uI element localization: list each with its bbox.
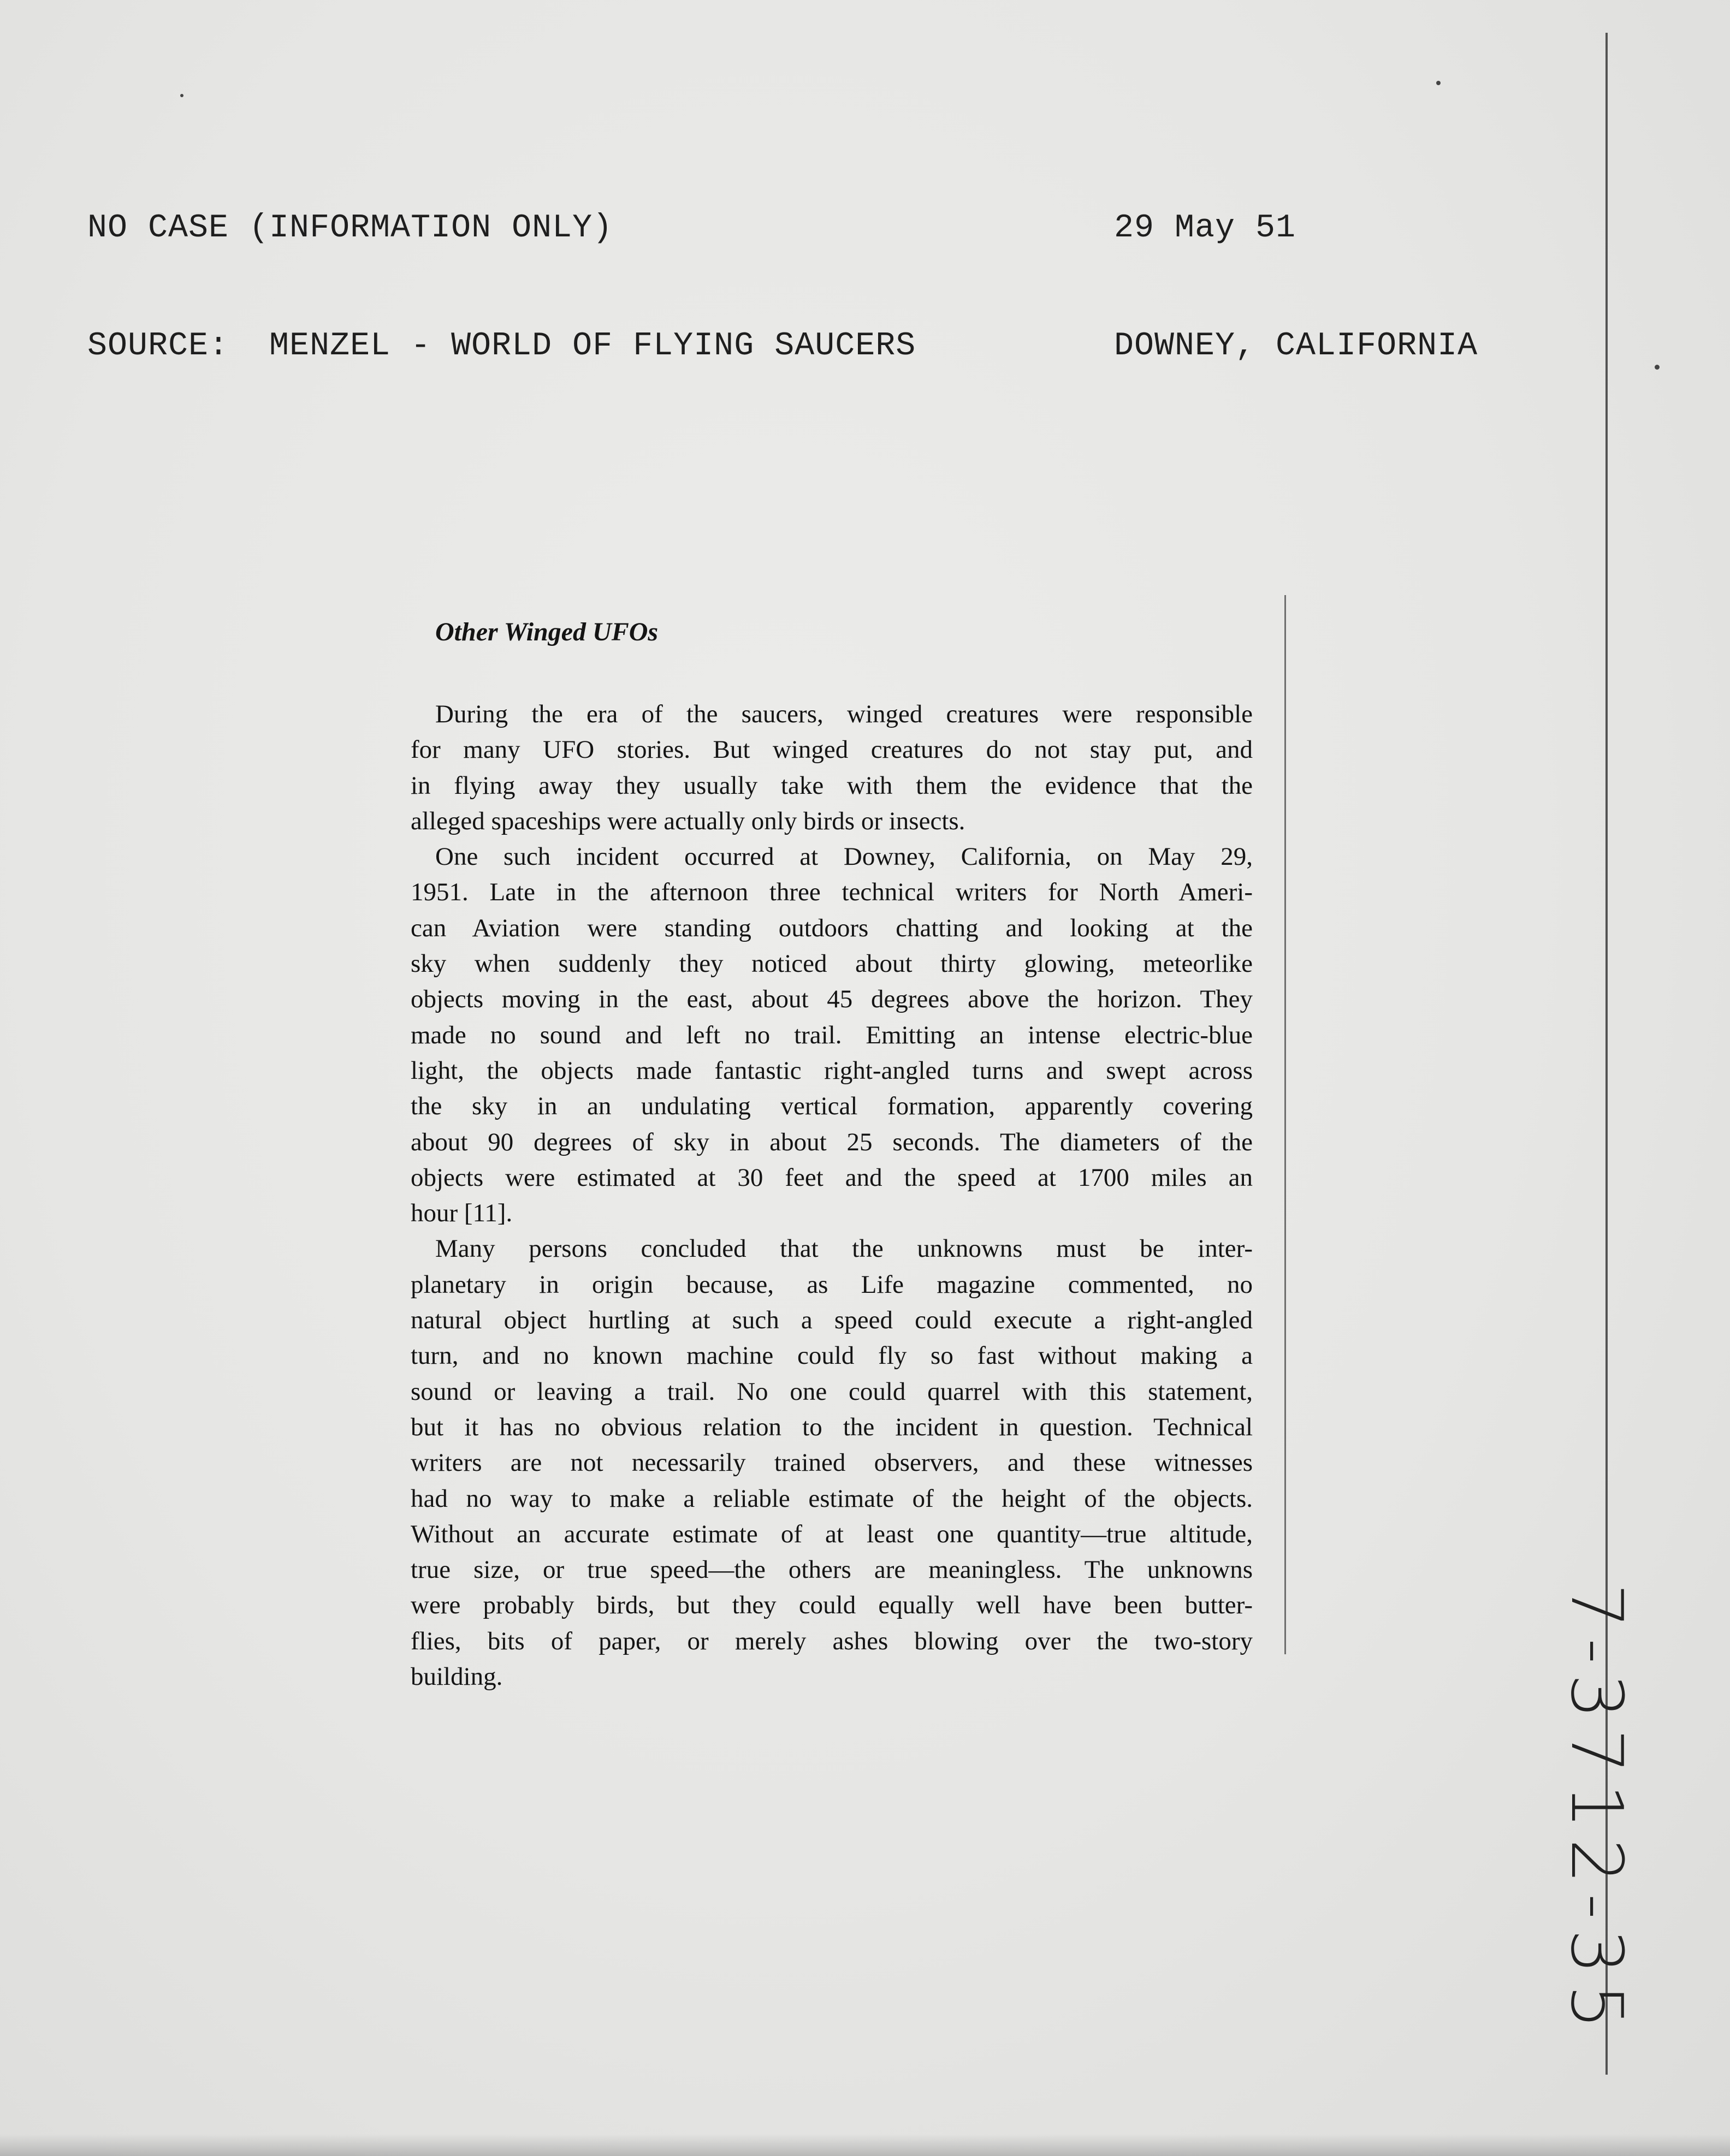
text-line: sky when suddenly they noticed about thirty glowing, meteorlike [411,949,1253,978]
text-line: objects moving in the east, about 45 degrees above the horizon. They [411,985,1253,1014]
scan-bottom-edge [0,2134,1730,2156]
text-line: light, the objects made fantastic right-angled turns and swept across [411,1056,1253,1085]
text-line: in flying away they usually take with them the evidence that the [411,771,1253,800]
text-line: made no sound and left no trail. Emitting an intense electric-blue [411,1020,1253,1049]
text-line: alleged spaceships were actually only birds or insects. [411,806,965,835]
excerpt-margin-line [1284,595,1286,1654]
scan-speck [1436,81,1441,85]
date-line: 29 May 51 [1114,210,1296,247]
text-line: had no way to make a reliable estimate of the height of the objects. [411,1484,1253,1513]
text-line: but it has no obvious relation to the incident in question. Technical [411,1412,1253,1441]
scan-speck [1655,365,1660,370]
text-line: flies, bits of paper, or merely ashes blowing over the two-story [411,1626,1253,1655]
paragraph [411,1231,1253,1695]
text-line: Many persons concluded that the unknowns must be inter- [435,1234,1253,1263]
text-line: 1951. Late in the afternoon three technical writers for North Ameri- [411,878,1253,907]
text-line: true size, or true speed—the others are meaningless. The unknowns [411,1555,1253,1584]
location-line: DOWNEY, CALIFORNIA [1114,328,1478,365]
text-line: natural object hurtling at such a speed could execute a right-angled [411,1306,1253,1335]
text-line: about 90 degrees of sky in about 25 seconds. The diameters of the [411,1127,1253,1156]
source-line: SOURCE: MENZEL - WORLD OF FLYING SAUCERS [87,328,916,365]
text-line: the sky in an undulating vertical formation, apparently covering [411,1092,1253,1121]
text-line: hour [11]. [411,1199,513,1228]
section-heading: Other Winged UFOs [435,617,659,646]
book-excerpt [411,616,1253,1695]
case-header-left [87,130,916,444]
text-line: were probably birds, but they could equally well have been butter- [411,1591,1253,1620]
handwritten-file-number: 7-3712-35 [1555,1583,1638,2039]
text-line: During the era of the saucers, winged creatures were responsible [435,700,1253,728]
text-line: for many UFO stories. But winged creatures do not stay put, and [411,735,1253,764]
text-line: planetary in origin because, as Life magazine commented, no [411,1270,1253,1299]
text-line: turn, and no known machine could fly so fast without making a [411,1341,1253,1370]
paragraph [411,839,1253,1231]
text-line: writers are not necessarily trained observers, and these witnesses [411,1448,1253,1477]
text-line: Without an accurate estimate of at least one quantity—true altitude, [411,1519,1253,1548]
case-header-right [1114,130,1478,444]
text-line: can Aviation were standing outdoors chatting and looking at the [411,913,1253,942]
text-line: One such incident occurred at Downey, California, on May 29, [435,842,1253,871]
scan-speck [180,94,183,97]
text-line: building. [411,1662,503,1691]
case-status-line: NO CASE (INFORMATION ONLY) [87,210,613,247]
text-line: sound or leaving a trail. No one could quarrel with this statement, [411,1377,1253,1406]
excerpt-body [411,697,1253,1695]
paragraph [411,697,1253,839]
text-line: objects were estimated at 30 feet and the speed at 1700 miles an [411,1163,1253,1192]
